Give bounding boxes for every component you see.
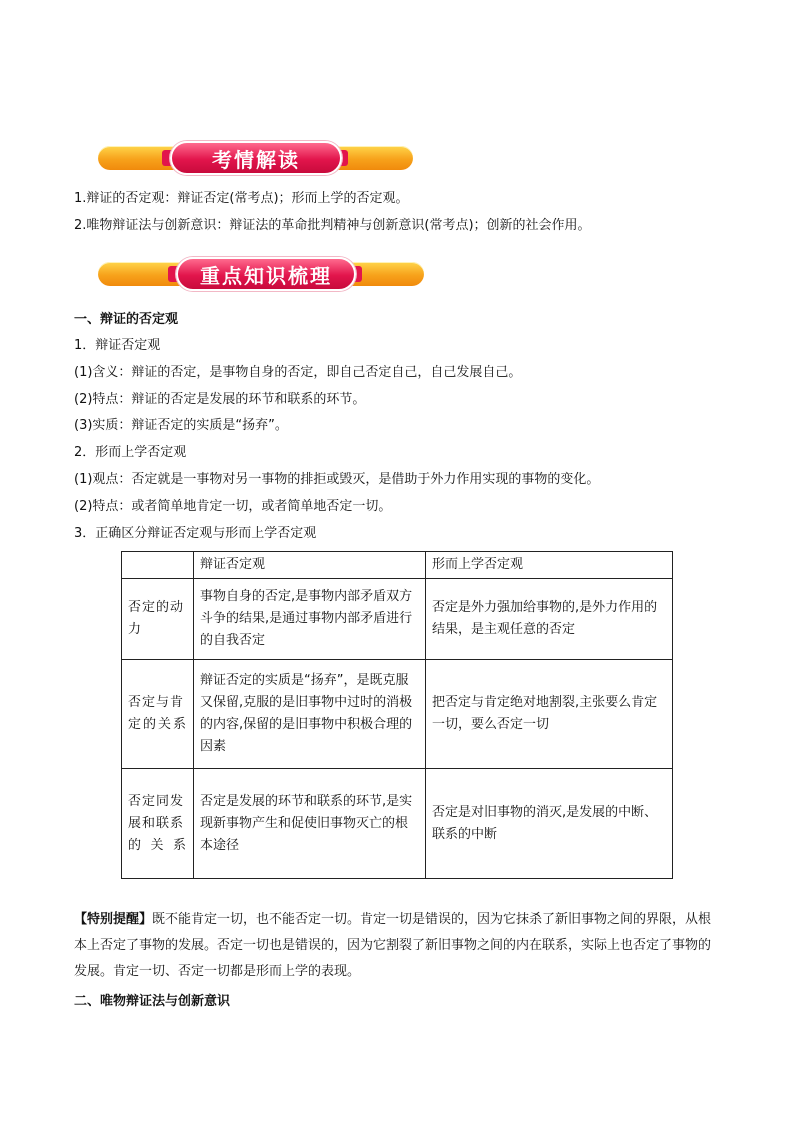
row-label: 否定同发展和联系的关系 xyxy=(122,769,194,879)
table-row xyxy=(122,579,673,660)
table-cell: 事物自身的否定,是事物内部矛盾双方斗争的结果,是通过事物内部矛盾进行的自我否定 xyxy=(194,579,426,660)
banner-title: 考情解读 xyxy=(170,141,342,175)
outline-item: (1)含义：辩证的否定，是事物自身的否定，即自己否定自己，自己发展自己。 xyxy=(74,365,522,380)
reminder-text: 既不能肯定一切，也不能否定一切。肯定一切是错误的，因为它抹杀了新旧事物之间的界限，从根本上否定了事物的发展。否定一切也是错误的，因为它割裂了新旧事物之间的内在联系，实际上也否定了事物的发展。肯定一切、否定一切都是形而上学的表现。 xyxy=(74,912,712,979)
outline-item: 1．辩证否定观 xyxy=(74,338,161,353)
special-reminder xyxy=(74,907,720,985)
outline-item: (2)特点：或者简单地肯定一切，或者简单地否定一切。 xyxy=(74,499,392,514)
row-label: 否定与肯定的关系 xyxy=(122,660,194,769)
outline-item: 2．形而上学否定观 xyxy=(74,445,187,460)
section-heading: 二、唯物辩证法与创新意识 xyxy=(74,994,231,1009)
outline-item: (1)观点：否定就是一事物对另一事物的排拒或毁灭，是借助于外力作用实现的事物的变化。 xyxy=(74,472,600,487)
row-label: 否定的动力 xyxy=(122,579,194,660)
table-header-cell: 辩证否定观 xyxy=(194,552,426,579)
table-cell: 否定是外力强加给事物的,是外力作用的结果，是主观任意的否定 xyxy=(426,579,673,660)
outline-item: (2)特点：辩证的否定是发展的环节和联系的环节。 xyxy=(74,392,366,407)
table-row xyxy=(122,769,673,879)
table-cell: 否定是对旧事物的消灭,是发展的中断、联系的中断 xyxy=(426,769,673,879)
comparison-table xyxy=(121,551,673,879)
exam-point: 2.唯物辩证法与创新意识：辩证法的革命批判精神与创新意识(常考点)；创新的社会作用。 xyxy=(74,218,591,233)
outline-item: (3)实质：辩证否定的实质是“扬弃”。 xyxy=(74,418,288,433)
table-header-cell xyxy=(122,552,194,579)
key-knowledge-banner xyxy=(98,257,424,291)
table-row xyxy=(122,660,673,769)
table-cell: 把否定与肯定绝对地割裂,主张要么肯定一切，要么否定一切 xyxy=(426,660,673,769)
table-header-cell: 形而上学否定观 xyxy=(426,552,673,579)
table-cell: 否定是发展的环节和联系的环节,是实现新事物产生和促使旧事物灭亡的根本途径 xyxy=(194,769,426,879)
outline-item: 3．正确区分辩证否定观与形而上学否定观 xyxy=(74,526,317,541)
section-heading: 一、辩证的否定观 xyxy=(74,312,179,327)
reminder-label: 【特别提醒】 xyxy=(74,912,153,927)
exam-point: 1.辩证的否定观：辩证否定(常考点)；形而上学的否定观。 xyxy=(74,191,409,206)
banner-title: 重点知识梳理 xyxy=(176,257,356,291)
table-header-row xyxy=(122,552,673,579)
table-cell: 辩证否定的实质是“扬弃”，是既克服又保留,克服的是旧事物中过时的消极的内容,保留的是旧事物中积极合理的因素 xyxy=(194,660,426,769)
exam-analysis-banner xyxy=(98,141,413,175)
